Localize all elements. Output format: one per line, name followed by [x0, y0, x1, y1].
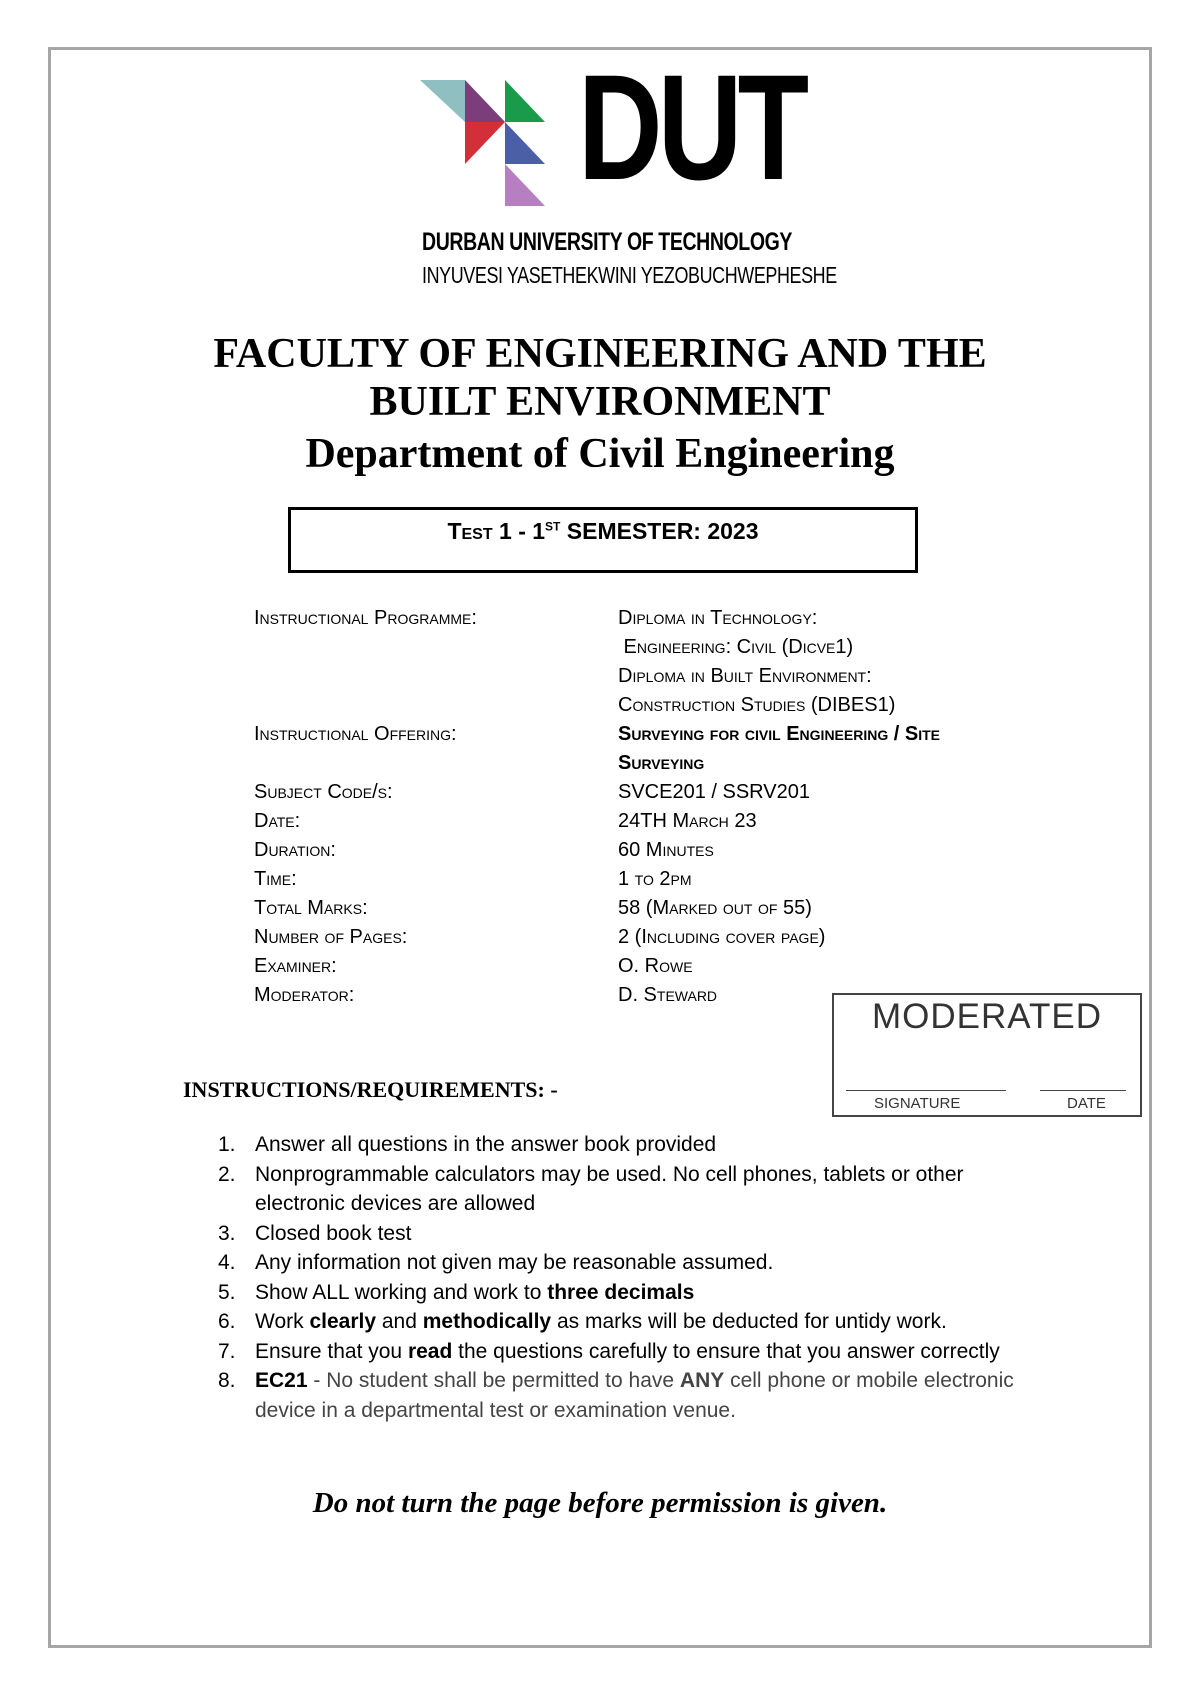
list-item	[218, 1278, 1038, 1308]
test-superscript: ST	[545, 519, 561, 534]
list-number: 8.	[218, 1369, 236, 1392]
logo-wordmark: DUT	[578, 43, 805, 211]
instruction-text: Any information not given may be reasonable assumed.	[255, 1251, 774, 1274]
detail-value: 24TH March 23	[618, 810, 757, 832]
footer-warning: Do not turn the page before permission is given.	[312, 1487, 888, 1519]
stamp-title: MODERATED	[871, 997, 1103, 1036]
instruction-emphasis: read	[407, 1339, 453, 1363]
moderated-stamp	[832, 993, 1142, 1117]
detail-value: 58 (Marked out of 55)	[618, 897, 812, 919]
instruction-text: the questions carefully to ensure that you answer correctly	[452, 1339, 1000, 1363]
detail-value: Diploma in Built Environment:	[618, 665, 872, 687]
instruction-text: - No student shall be permitted to have	[307, 1369, 680, 1392]
logo-triangle-violet	[505, 164, 545, 206]
test-number: 1 - 1	[499, 518, 546, 544]
test-title-box	[288, 507, 918, 573]
list-item	[218, 1248, 1038, 1278]
detail-value: Surveying	[618, 752, 705, 774]
stamp-date-label: DATE	[1067, 1095, 1106, 1112]
list-number: 6.	[218, 1310, 236, 1333]
instruction-emphasis: methodically	[422, 1310, 552, 1333]
list-item	[218, 1307, 1038, 1337]
list-item	[218, 1337, 1038, 1367]
detail-value: D. Steward	[618, 984, 718, 1006]
list-item	[218, 1366, 1038, 1425]
list-number: 5.	[218, 1280, 236, 1304]
date-line	[1040, 1090, 1126, 1091]
test-semester: SEMESTER: 2023	[560, 518, 759, 544]
logo-triangle-green	[505, 80, 545, 122]
list-number: 2.	[218, 1162, 236, 1186]
list-number: 1.	[218, 1133, 236, 1156]
instruction-emphasis: ANY	[679, 1369, 725, 1392]
faculty-title: FACULTY OF ENGINEERING AND THE BUILT ENVIRONMENT	[213, 331, 987, 425]
instruction-text: Answer all questions in the answer book provided	[255, 1133, 717, 1156]
dut-triangles-icon	[420, 80, 550, 208]
university-name-english: DURBAN UNIVERSITY OF TECHNOLOGY	[422, 228, 792, 256]
detail-value: O. Rowe	[618, 955, 693, 977]
stamp-signature-label: SIGNATURE	[874, 1095, 961, 1112]
detail-label: Duration:	[254, 839, 336, 861]
logo-triangle-blue	[505, 122, 545, 164]
detail-value: SVCE201 / SSRV201	[618, 781, 810, 803]
instruction-text: cell phone or mobile electronic device in a departmental test or examination venue.	[255, 1369, 1014, 1422]
dut-logo	[420, 43, 837, 290]
instruction-emphasis: EC21	[255, 1369, 308, 1392]
list-item	[218, 1219, 1038, 1249]
detail-label: Time:	[254, 868, 297, 890]
detail-value: 2 (Including cover page)	[618, 926, 826, 948]
detail-label: Number of Pages:	[254, 926, 408, 948]
instruction-text: and	[376, 1310, 423, 1333]
instruction-emphasis: three decimals	[547, 1280, 695, 1304]
instruction-text: Work	[255, 1310, 310, 1333]
list-item	[218, 1130, 1038, 1160]
detail-label: Subject Code/s:	[254, 781, 393, 803]
detail-label: Instructional Offering:	[254, 723, 457, 745]
list-item	[218, 1160, 1038, 1219]
detail-value: Construction Studies (DIBES1)	[618, 694, 896, 716]
detail-value: Engineering: Civil (Dicve1)	[618, 636, 854, 658]
logo-triangle-purple	[465, 80, 505, 122]
instruction-text: Nonprogrammable calculators may be used. No cell phones, tablets or other electronic devices are allowed	[255, 1162, 964, 1215]
list-number: 3.	[218, 1221, 236, 1245]
test-prefix: Test	[447, 518, 493, 544]
detail-label: Instructional Programme:	[254, 607, 477, 629]
signature-line	[846, 1090, 1006, 1091]
instruction-text: Ensure that you	[255, 1339, 408, 1363]
logo-triangle-teal	[420, 80, 465, 122]
detail-label: Examiner:	[254, 955, 337, 977]
instruction-emphasis: clearly	[309, 1310, 377, 1333]
instruction-text: Show ALL working and work to	[255, 1280, 548, 1304]
instruction-text: as marks will be deducted for untidy work.	[551, 1310, 947, 1333]
detail-value: Diploma in Technology:	[618, 607, 818, 629]
list-number: 4.	[218, 1251, 236, 1274]
university-name-zulu: INYUVESI YASETHEKWINI YEZOBUCHWEPHESHE	[422, 262, 837, 288]
detail-value: Surveying for civil Engineering / Site	[618, 723, 941, 745]
detail-value: 1 to 2pm	[618, 868, 692, 890]
detail-value: 60 Minutes	[618, 839, 714, 861]
instructions-heading: INSTRUCTIONS/REQUIREMENTS: -	[183, 1077, 558, 1102]
logo-triangle-red	[465, 122, 505, 164]
instructions-list	[218, 1130, 1038, 1425]
detail-label: Total Marks:	[254, 897, 368, 919]
list-number: 7.	[218, 1339, 236, 1363]
instruction-text: Closed book test	[255, 1221, 412, 1245]
detail-label: Moderator:	[254, 984, 355, 1006]
detail-label: Date:	[254, 810, 301, 832]
department-title: Department of Civil Engineering	[305, 431, 895, 477]
